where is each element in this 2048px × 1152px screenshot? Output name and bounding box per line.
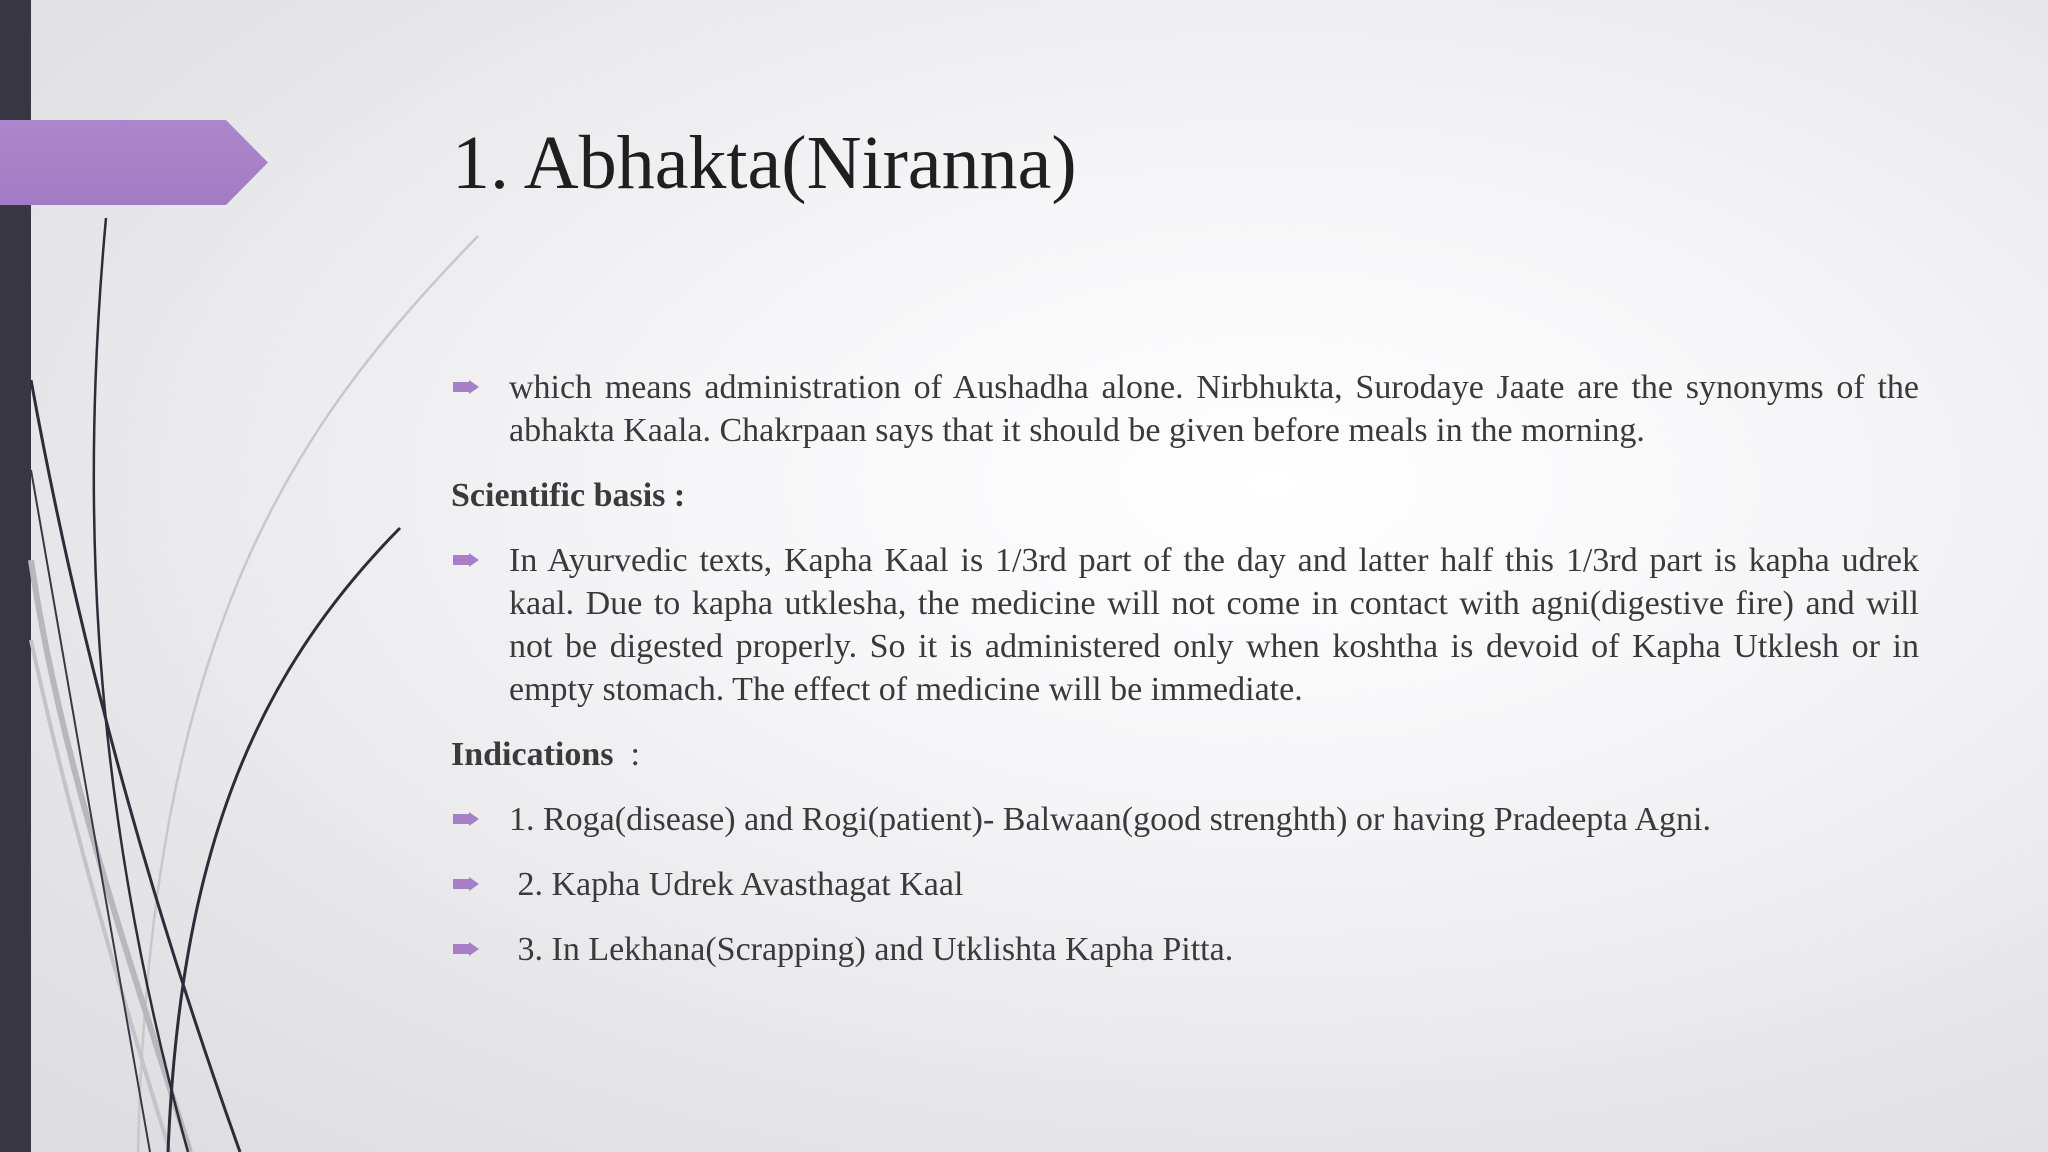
bullet-definition bbox=[451, 366, 1919, 452]
arrow-bullet-icon bbox=[453, 812, 479, 826]
heading-indications-colon: : bbox=[613, 736, 640, 773]
bullet-scientific-text: In Ayurvedic texts, Kapha Kaal is 1/3rd part of the day and latter half this 1/3rd part is kapha udrek kaal. Due to kapha utklesha, the medicine will not come in contact with agni(digestive fire) and will not be digested properly. So it is administered only when koshtha is devoid of Kapha Utklesh or in empty stomach. The effect of medicine will be immediate. bbox=[509, 542, 1919, 708]
indication-1-text: 1. Roga(disease) and Rogi(patient)- Balwaan(good strenghth) or having Pradeepta Agni. bbox=[509, 801, 1711, 838]
list-item bbox=[451, 928, 1919, 971]
heading-scientific-basis: Scientific basis : bbox=[451, 477, 686, 514]
list-item bbox=[451, 798, 1919, 841]
arrow-bullet-icon bbox=[453, 380, 479, 394]
accent-arrow-tab bbox=[0, 120, 268, 205]
arrow-bullet-icon bbox=[453, 553, 479, 567]
bullet-scientific bbox=[451, 539, 1919, 711]
slide-content bbox=[451, 366, 1919, 971]
heading-indications: Indications bbox=[451, 736, 614, 773]
bullet-definition-text: which means administration of Aushadha alone. Nirbhukta, Surodaye Jaate are the synonyms of the abhakta Kaala. Chakrpaan says that it should be given before meals in the morning. bbox=[509, 369, 1919, 449]
heading-indications-line bbox=[451, 733, 1919, 776]
arrow-bullet-icon bbox=[453, 877, 479, 891]
indication-3-text: 3. In Lekhana(Scrapping) and Utklishta Kapha Pitta. bbox=[509, 931, 1234, 968]
arrow-bullet-icon bbox=[453, 942, 479, 956]
list-item bbox=[451, 863, 1919, 906]
slide-title: 1. Abhakta(Niranna) bbox=[452, 121, 1077, 205]
indication-2-text: 2. Kapha Udrek Avasthagat Kaal bbox=[509, 866, 964, 903]
